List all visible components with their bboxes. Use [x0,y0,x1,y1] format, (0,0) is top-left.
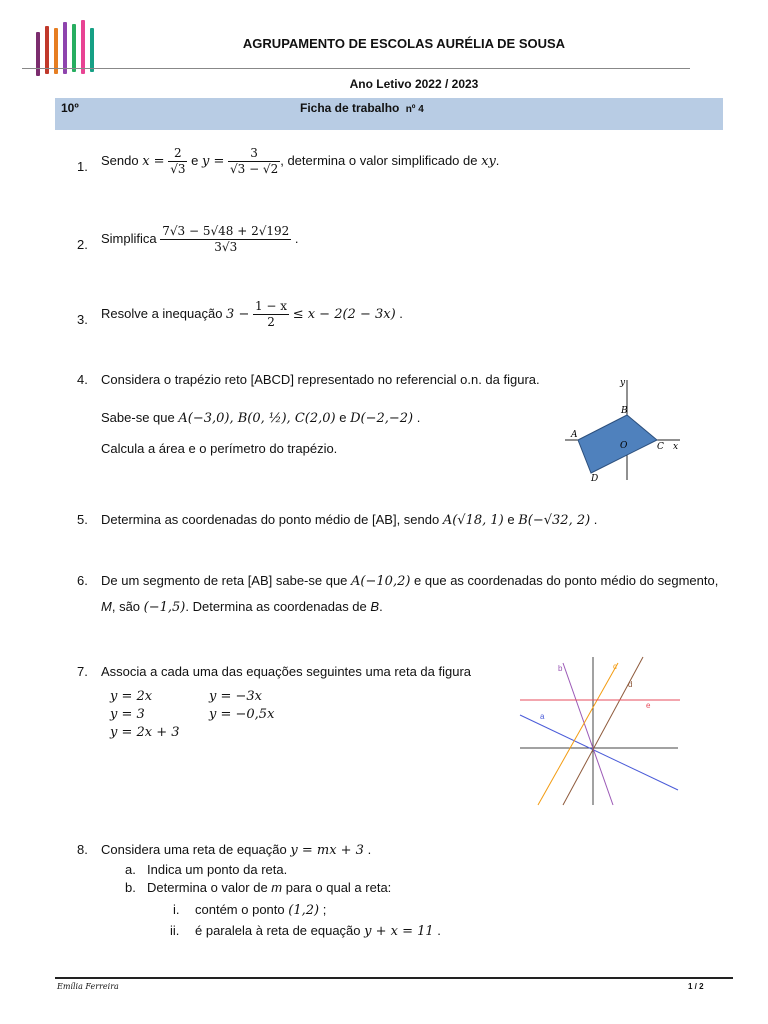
q8-item-a: Indica um ponto da reta. [147,862,288,877]
q1-c: , determina o valor simplificado de [280,152,478,168]
q5-and: e [507,512,515,527]
q8-t2: é paralela à reta de equação [195,923,361,938]
q2-text: Simplifica $\frac{7√3 - 5√48 + 2√192}{3√3}$ . [101,224,299,254]
q2-frac: $\frac{7√3 - 5√48 + 2√192}{3√3}$ [162,224,290,254]
q8-p2: y + x = 11 [364,924,434,939]
q6-line1 [101,573,718,589]
q5-point-a: A(√18, 1) [442,513,504,528]
label-C: C [657,442,664,452]
q1-end: . [495,152,500,168]
q8-eq: y = mx + 3 [290,843,364,858]
label-O: O [620,441,628,451]
trapezoid-figure [565,375,685,485]
q5-a: Determina as coordenadas do ponto médio de [AB], sendo [101,512,440,527]
q1-x-frac: $\frac{2}{√3}$ [170,146,186,176]
school-name: AGRUPAMENTO DE ESCOLAS AURÉLIA DE SOUSA [242,36,566,51]
q5-text: Determina as coordenadas do ponto médio de [AB], sendo A(√18, 1) e B(−√32, 2) . [101,512,598,528]
q7-eq1: y = 2x [110,689,153,704]
q1-x-def: x = [142,153,165,169]
q6-number: 6. [77,573,88,588]
q7-number: 7. [77,664,88,679]
sheet-number: nº 4 [405,104,424,115]
lines-figure [518,655,683,807]
label-D: D [591,474,599,484]
q8-sub-i: contém o ponto (1,2) ; [195,902,327,918]
q8-item-a-index: a. [125,862,136,877]
q8-text: Considera uma reta de equação y = mx + 3 . [101,842,372,858]
q6-m: M [101,599,112,614]
q5-number: 5. [77,512,88,527]
q8-t1: contém o ponto [195,902,285,917]
footer-page: 1 / 2 [688,982,704,991]
q7-a: Associa a cada uma das equações seguintes uma reta da figura [101,664,472,679]
label-y: y [620,378,626,388]
fig7-label-d: d [628,680,633,689]
label-x: x [673,442,679,452]
footer-rule [55,977,733,979]
fig7-label-b: b [558,664,563,673]
q6-a: De um segmento de reta [AB] sabe-se que [101,573,348,588]
q8-sub-i-index: i. [173,902,180,917]
q4-number: 4. [77,372,88,387]
school-year: Ano Letivo 2022 / 2023 [349,77,479,91]
q6-e: . Determina as coordenadas de [185,599,367,614]
q8-item-b-index: b. [125,880,136,895]
q1-b: e [191,152,199,168]
q6-end: . [379,599,383,614]
q8-item-b [147,880,391,895]
q6-line2 [101,599,383,615]
q4-point-d: D(−2,−2) [350,411,414,426]
grade-label: 10º [61,101,79,115]
header-band [55,98,723,130]
q4-b: Sabe-se que A(−3,0), B(0, ½), C(2,0) e D(−2,−2) . [101,410,421,426]
sheet-title-text: Ficha de trabalho [300,101,400,115]
footer-author: Emília Ferreira [57,982,119,991]
q6-point-a: A(−10,2) [351,574,411,589]
q4-a: Considera o trapézio reto [ABCD] representado no referencial o.n. da figura. [101,372,540,387]
q6-f: B [370,599,380,614]
fig7-label-a: a [540,712,545,721]
q8-tb2: para o qual a reta: [285,880,392,895]
q3-lhs: 3 − [226,306,250,322]
q1-number: 1. [77,159,88,174]
q6-d: , são [111,599,141,614]
q8-p1: (1,2) [288,903,320,918]
q1-a: Sendo [101,152,139,168]
q8-number: 8. [77,842,88,857]
q1-y-def: y = [201,153,225,169]
fig7-label-c: c [613,662,617,671]
q7-eq5: y = −0,5x [209,707,275,722]
q4-and: e [339,410,347,425]
q1-xy: xy [481,153,496,169]
q8-sub-ii: é paralela à reta de equação y + x = 11 . [195,923,441,939]
q6-b: e que as coordenadas do ponto médio do segmento, [414,573,719,588]
q2-number: 2. [77,237,88,252]
q4-c: Calcula a área e o perímetro do trapézio. [101,441,338,456]
header-rule [22,68,690,69]
q1-y-frac: $\frac{3}{√3 - √2}$ [229,146,279,176]
q3-text: Resolve a inequação 3 − $\frac{1 - x}{2}$ ≤ x − 2(2 − 3x) . [101,299,403,329]
q3-number: 3. [77,312,88,327]
label-A: A [571,430,578,440]
trapezoid-shape [578,415,657,473]
line-a [520,715,678,790]
q8-sub-ii-index: ii. [170,923,180,938]
q6-midpoint: (−1,5) [143,600,186,615]
q4-points: A(−3,0), B(0, ½), C(2,0) [178,411,336,426]
q8-tb: Determina o valor de [147,880,268,895]
q4-b-label: Sabe-se que [101,410,175,425]
fig7-label-e: e [646,701,651,710]
q8-a: Considera uma reta de equação [101,842,287,857]
sheet-title [300,101,424,115]
q2-a: Simplifica [101,230,157,246]
q3-a: Resolve a inequação [101,305,223,321]
q3-rhs: ≤ x − 2(2 − 3x) [292,306,396,322]
q7-eq2: y = 3 [110,707,145,722]
label-B: B [621,406,628,416]
q7-eq4: y = −3x [209,689,262,704]
q3-frac: $\frac{1 - x}{2}$ [254,299,288,329]
q8-m: m [271,880,283,895]
q5-point-b: B(−√32, 2) [518,513,591,528]
q7-eq3: y = 2x + 3 [110,725,180,740]
q1-text [101,146,499,177]
